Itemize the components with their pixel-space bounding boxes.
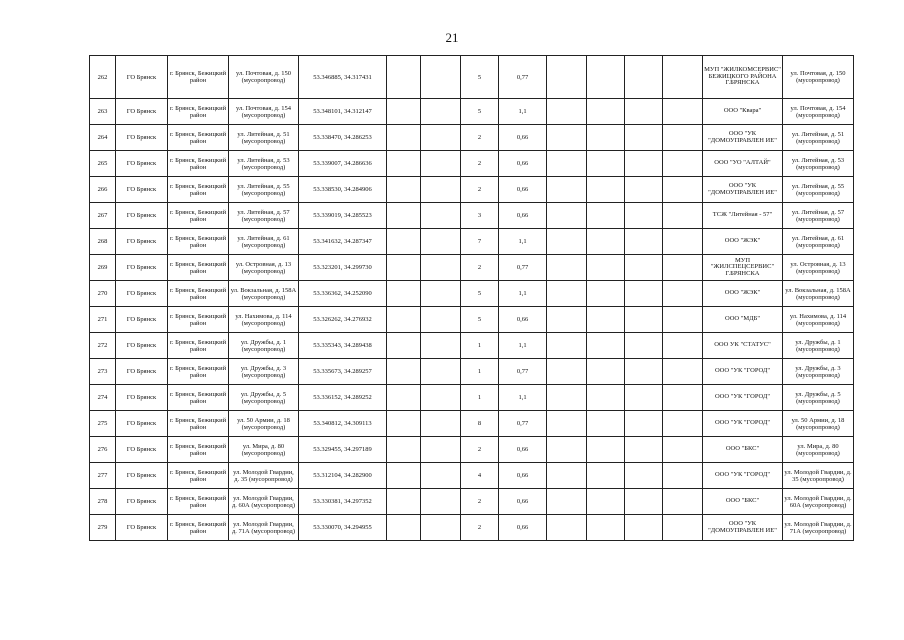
empty-cell xyxy=(421,515,461,541)
empty-cell xyxy=(421,177,461,203)
empty-cell xyxy=(547,56,587,99)
row-number-cell: 277 xyxy=(90,463,116,489)
address-cell: ул. Литейная, д. 53 (мусоропровод) xyxy=(229,151,299,177)
locality-cell: г. Брянск, Бежицкий район xyxy=(168,385,229,411)
locality-cell: г. Брянск, Бежицкий район xyxy=(168,203,229,229)
empty-cell xyxy=(587,203,625,229)
empty-cell xyxy=(547,99,587,125)
empty-cell xyxy=(421,229,461,255)
address-cell: ул. Почтовая, д. 154 (мусоропровод) xyxy=(229,99,299,125)
source-address-cell: ул. Дружбы, д. 1 (мусоропровод) xyxy=(783,333,854,359)
municipality-cell: ГО Брянск xyxy=(116,151,168,177)
address-cell: ул. Дружбы, д. 1 (мусоропровод) xyxy=(229,333,299,359)
source-address-cell: ул. Молодой Гвардии, д. 71А (мусоропровод) xyxy=(783,515,854,541)
source-address-cell: ул. Литейная, д. 57 (мусоропровод) xyxy=(783,203,854,229)
empty-cell xyxy=(587,281,625,307)
row-number-cell: 270 xyxy=(90,281,116,307)
source-address-cell: ул. 50 Армии, д. 18 (мусоропровод) xyxy=(783,411,854,437)
empty-cell xyxy=(547,255,587,281)
row-number-cell: 274 xyxy=(90,385,116,411)
row-number-cell: 268 xyxy=(90,229,116,255)
row-number-cell: 264 xyxy=(90,125,116,151)
address-cell: ул. Вокзальная, д. 158А (мусоропровод) xyxy=(229,281,299,307)
table-row xyxy=(90,359,854,385)
empty-cell xyxy=(663,151,703,177)
source-address-cell: ул. Дружбы, д. 3 (мусоропровод) xyxy=(783,359,854,385)
municipality-cell: ГО Брянск xyxy=(116,411,168,437)
empty-cell xyxy=(421,281,461,307)
empty-cell xyxy=(625,281,663,307)
source-address-cell: ул. Дружбы, д. 5 (мусоропровод) xyxy=(783,385,854,411)
empty-cell xyxy=(547,177,587,203)
row-number-cell: 262 xyxy=(90,56,116,99)
empty-cell xyxy=(663,99,703,125)
container-volume-cell: 1,1 xyxy=(499,229,547,255)
table-row xyxy=(90,177,854,203)
empty-cell xyxy=(625,56,663,99)
coordinates-cell: 53.339007, 34.286636 xyxy=(299,151,387,177)
coordinates-cell: 53.323201, 34.299730 xyxy=(299,255,387,281)
empty-cell xyxy=(625,515,663,541)
empty-cell xyxy=(587,151,625,177)
empty-cell xyxy=(587,229,625,255)
empty-cell xyxy=(547,151,587,177)
empty-cell xyxy=(547,333,587,359)
coordinates-cell: 53.339019, 34.285523 xyxy=(299,203,387,229)
empty-cell xyxy=(387,307,421,333)
empty-cell xyxy=(625,255,663,281)
empty-cell xyxy=(663,177,703,203)
empty-cell xyxy=(387,359,421,385)
locality-cell: г. Брянск, Бежицкий район xyxy=(168,255,229,281)
empty-cell xyxy=(587,99,625,125)
empty-cell xyxy=(387,99,421,125)
empty-cell xyxy=(663,515,703,541)
empty-cell xyxy=(625,437,663,463)
empty-cell xyxy=(421,489,461,515)
coordinates-cell: 53.336362, 34.252090 xyxy=(299,281,387,307)
row-number-cell: 278 xyxy=(90,489,116,515)
container-volume-cell: 0,77 xyxy=(499,359,547,385)
source-address-cell: ул. Литейная, д. 51 (мусоропровод) xyxy=(783,125,854,151)
empty-cell xyxy=(421,411,461,437)
empty-cell xyxy=(387,489,421,515)
empty-cell xyxy=(663,359,703,385)
empty-cell xyxy=(547,489,587,515)
source-address-cell: ул. Островная, д. 13 (мусоропровод) xyxy=(783,255,854,281)
table-row xyxy=(90,56,854,99)
empty-cell xyxy=(387,281,421,307)
organization-cell: ООО "УО "АЛТАЙ" xyxy=(703,151,783,177)
container-volume-cell: 0,66 xyxy=(499,125,547,151)
empty-cell xyxy=(547,359,587,385)
empty-cell xyxy=(421,99,461,125)
empty-cell xyxy=(587,333,625,359)
container-count-cell: 2 xyxy=(461,437,499,463)
empty-cell xyxy=(387,333,421,359)
municipality-cell: ГО Брянск xyxy=(116,255,168,281)
organization-cell: ООО "Квара" xyxy=(703,99,783,125)
container-volume-cell: 0,66 xyxy=(499,307,547,333)
coordinates-cell: 53.312104, 34.282900 xyxy=(299,463,387,489)
municipality-cell: ГО Брянск xyxy=(116,489,168,515)
row-number-cell: 271 xyxy=(90,307,116,333)
container-count-cell: 2 xyxy=(461,151,499,177)
table-row xyxy=(90,99,854,125)
address-cell: ул. Литейная, д. 57 (мусоропровод) xyxy=(229,203,299,229)
empty-cell xyxy=(421,203,461,229)
empty-cell xyxy=(663,333,703,359)
empty-cell xyxy=(387,177,421,203)
organization-cell: ООО "УК "ГОРОД" xyxy=(703,359,783,385)
empty-cell xyxy=(625,385,663,411)
locality-cell: г. Брянск, Бежицкий район xyxy=(168,437,229,463)
address-cell: ул. Литейная, д. 55 (мусоропровод) xyxy=(229,177,299,203)
empty-cell xyxy=(625,203,663,229)
source-address-cell: ул. Литейная, д. 55 (мусоропровод) xyxy=(783,177,854,203)
container-count-cell: 1 xyxy=(461,385,499,411)
row-number-cell: 269 xyxy=(90,255,116,281)
organization-cell: ТСЖ "Литейная - 57" xyxy=(703,203,783,229)
empty-cell xyxy=(421,463,461,489)
empty-cell xyxy=(625,229,663,255)
empty-cell xyxy=(625,99,663,125)
empty-cell xyxy=(547,281,587,307)
coordinates-cell: 53.329455, 34.297189 xyxy=(299,437,387,463)
container-volume-cell: 1,1 xyxy=(499,99,547,125)
coordinates-cell: 53.335343, 34.289438 xyxy=(299,333,387,359)
municipality-cell: ГО Брянск xyxy=(116,281,168,307)
empty-cell xyxy=(587,437,625,463)
organization-cell: ООО "УК "ДОМОУПРАВЛЕН ИЕ" xyxy=(703,177,783,203)
address-cell: ул. Мира, д. 80 (мусоропровод) xyxy=(229,437,299,463)
address-cell: ул. Литейная, д. 51 (мусоропровод) xyxy=(229,125,299,151)
address-cell: ул. Молодой Гвардии, д. 60А (мусоропровод) xyxy=(229,489,299,515)
coordinates-cell: 53.340812, 34.309113 xyxy=(299,411,387,437)
organization-cell: ООО "МДБ" xyxy=(703,307,783,333)
address-cell: ул. Литейная, д. 61 (мусоропровод) xyxy=(229,229,299,255)
organization-cell: МУП "ЖИЛКОМСЕРВИС" БЕЖИЦКОГО РАЙОНА Г.БРЯНСКА xyxy=(703,56,783,99)
empty-cell xyxy=(387,56,421,99)
locality-cell: г. Брянск, Бежицкий район xyxy=(168,515,229,541)
empty-cell xyxy=(587,56,625,99)
container-volume-cell: 0,66 xyxy=(499,203,547,229)
empty-cell xyxy=(587,515,625,541)
empty-cell xyxy=(587,385,625,411)
empty-cell xyxy=(547,515,587,541)
empty-cell xyxy=(625,411,663,437)
container-volume-cell: 0,66 xyxy=(499,177,547,203)
row-number-cell: 272 xyxy=(90,333,116,359)
container-volume-cell: 0,66 xyxy=(499,489,547,515)
empty-cell xyxy=(421,437,461,463)
municipality-cell: ГО Брянск xyxy=(116,307,168,333)
empty-cell xyxy=(587,463,625,489)
table-row xyxy=(90,255,854,281)
municipality-cell: ГО Брянск xyxy=(116,203,168,229)
address-cell: ул. 50 Армии, д. 18 (мусоропровод) xyxy=(229,411,299,437)
container-count-cell: 8 xyxy=(461,411,499,437)
empty-cell xyxy=(625,359,663,385)
row-number-cell: 267 xyxy=(90,203,116,229)
locality-cell: г. Брянск, Бежицкий район xyxy=(168,307,229,333)
locality-cell: г. Брянск, Бежицкий район xyxy=(168,125,229,151)
coordinates-cell: 53.338470, 34.286253 xyxy=(299,125,387,151)
locality-cell: г. Брянск, Бежицкий район xyxy=(168,151,229,177)
table-row xyxy=(90,437,854,463)
address-cell: ул. Молодой Гвардии, д. 71А (мусоропровод) xyxy=(229,515,299,541)
empty-cell xyxy=(663,463,703,489)
table-row xyxy=(90,307,854,333)
table-row xyxy=(90,151,854,177)
source-address-cell: ул. Молодой Гвардии, д. 35 (мусоропровод) xyxy=(783,463,854,489)
container-count-cell: 1 xyxy=(461,333,499,359)
container-count-cell: 5 xyxy=(461,56,499,99)
table-row xyxy=(90,203,854,229)
table-row xyxy=(90,333,854,359)
municipality-cell: ГО Брянск xyxy=(116,385,168,411)
container-count-cell: 5 xyxy=(461,99,499,125)
empty-cell xyxy=(663,56,703,99)
empty-cell xyxy=(387,385,421,411)
organization-cell: ООО "ЖЭК" xyxy=(703,281,783,307)
locality-cell: г. Брянск, Бежицкий район xyxy=(168,177,229,203)
locality-cell: г. Брянск, Бежицкий район xyxy=(168,463,229,489)
empty-cell xyxy=(421,125,461,151)
empty-cell xyxy=(547,125,587,151)
source-address-cell: ул. Почтовая, д. 150 (мусоропровод) xyxy=(783,56,854,99)
row-number-cell: 276 xyxy=(90,437,116,463)
container-count-cell: 3 xyxy=(461,203,499,229)
locality-cell: г. Брянск, Бежицкий район xyxy=(168,229,229,255)
organization-cell: ООО "ЖЭК" xyxy=(703,229,783,255)
empty-cell xyxy=(663,411,703,437)
row-number-cell: 275 xyxy=(90,411,116,437)
container-volume-cell: 0,66 xyxy=(499,151,547,177)
empty-cell xyxy=(421,385,461,411)
table-row xyxy=(90,385,854,411)
container-volume-cell: 1,1 xyxy=(499,281,547,307)
empty-cell xyxy=(587,307,625,333)
coordinates-cell: 53.336152, 34.289252 xyxy=(299,385,387,411)
container-count-cell: 2 xyxy=(461,125,499,151)
container-count-cell: 4 xyxy=(461,463,499,489)
empty-cell xyxy=(587,255,625,281)
table-row xyxy=(90,463,854,489)
empty-cell xyxy=(625,125,663,151)
coordinates-cell: 53.326262, 34.276932 xyxy=(299,307,387,333)
empty-cell xyxy=(625,489,663,515)
empty-cell xyxy=(547,203,587,229)
table-row xyxy=(90,125,854,151)
table-row xyxy=(90,411,854,437)
source-address-cell: ул. Мира, д. 80 (мусоропровод) xyxy=(783,437,854,463)
empty-cell xyxy=(387,437,421,463)
empty-cell xyxy=(387,125,421,151)
table-row xyxy=(90,281,854,307)
address-cell: ул. Почтовая, д. 150 (мусоропровод) xyxy=(229,56,299,99)
coordinates-cell: 53.346885, 34.317431 xyxy=(299,56,387,99)
empty-cell xyxy=(663,281,703,307)
organization-cell: МУП "ЖИЛСПЕЦСЕРВИС" Г.БРЯНСКА xyxy=(703,255,783,281)
empty-cell xyxy=(587,359,625,385)
empty-cell xyxy=(421,333,461,359)
empty-cell xyxy=(547,463,587,489)
container-count-cell: 7 xyxy=(461,229,499,255)
empty-cell xyxy=(625,463,663,489)
locality-cell: г. Брянск, Бежицкий район xyxy=(168,411,229,437)
municipality-cell: ГО Брянск xyxy=(116,333,168,359)
coordinates-cell: 53.330381, 34.297352 xyxy=(299,489,387,515)
locality-cell: г. Брянск, Бежицкий район xyxy=(168,489,229,515)
empty-cell xyxy=(421,307,461,333)
empty-cell xyxy=(663,307,703,333)
container-count-cell: 5 xyxy=(461,281,499,307)
organization-cell: ООО "УК "ДОМОУПРАВЛЕН ИЕ" xyxy=(703,125,783,151)
empty-cell xyxy=(421,151,461,177)
empty-cell xyxy=(547,437,587,463)
row-number-cell: 266 xyxy=(90,177,116,203)
empty-cell xyxy=(387,255,421,281)
empty-cell xyxy=(547,385,587,411)
organization-cell: ООО "УК "ДОМОУПРАВЛЕН ИЕ" xyxy=(703,515,783,541)
row-number-cell: 279 xyxy=(90,515,116,541)
organization-cell: ООО "УК "ГОРОД" xyxy=(703,385,783,411)
empty-cell xyxy=(421,255,461,281)
container-count-cell: 2 xyxy=(461,255,499,281)
container-count-cell: 5 xyxy=(461,307,499,333)
address-cell: ул. Островная, д. 13 (мусоропровод) xyxy=(229,255,299,281)
address-cell: ул. Дружбы, д. 3 (мусоропровод) xyxy=(229,359,299,385)
municipality-cell: ГО Брянск xyxy=(116,437,168,463)
empty-cell xyxy=(587,177,625,203)
empty-cell xyxy=(387,151,421,177)
empty-cell xyxy=(625,151,663,177)
address-cell: ул. Молодой Гвардии, д. 35 (мусоропровод) xyxy=(229,463,299,489)
empty-cell xyxy=(663,385,703,411)
container-count-cell: 2 xyxy=(461,177,499,203)
empty-cell xyxy=(387,463,421,489)
organization-cell: ООО "УК "ГОРОД" xyxy=(703,463,783,489)
empty-cell xyxy=(587,125,625,151)
municipality-cell: ГО Брянск xyxy=(116,56,168,99)
empty-cell xyxy=(587,489,625,515)
empty-cell xyxy=(663,229,703,255)
empty-cell xyxy=(547,411,587,437)
source-address-cell: ул. Молодой Гвардии, д. 60А (мусоропровод) xyxy=(783,489,854,515)
container-volume-cell: 0,66 xyxy=(499,463,547,489)
container-volume-cell: 0,66 xyxy=(499,437,547,463)
container-volume-cell: 0,77 xyxy=(499,255,547,281)
empty-cell xyxy=(547,229,587,255)
container-count-cell: 2 xyxy=(461,515,499,541)
empty-cell xyxy=(421,359,461,385)
source-address-cell: ул. Нахимова, д. 114 (мусоропровод) xyxy=(783,307,854,333)
table-row xyxy=(90,515,854,541)
empty-cell xyxy=(587,411,625,437)
empty-cell xyxy=(421,56,461,99)
coordinates-cell: 53.338530, 34.284906 xyxy=(299,177,387,203)
empty-cell xyxy=(663,203,703,229)
empty-cell xyxy=(387,229,421,255)
container-count-cell: 1 xyxy=(461,359,499,385)
coordinates-cell: 53.330070, 34.294955 xyxy=(299,515,387,541)
municipality-cell: ГО Брянск xyxy=(116,229,168,255)
locality-cell: г. Брянск, Бежицкий район xyxy=(168,99,229,125)
municipality-cell: ГО Брянск xyxy=(116,177,168,203)
municipality-cell: ГО Брянск xyxy=(116,463,168,489)
address-cell: ул. Нахимова, д. 114 (мусоропровод) xyxy=(229,307,299,333)
table-row xyxy=(90,229,854,255)
address-cell: ул. Дружбы, д. 5 (мусоропровод) xyxy=(229,385,299,411)
empty-cell xyxy=(625,177,663,203)
locality-cell: г. Брянск, Бежицкий район xyxy=(168,56,229,99)
municipality-cell: ГО Брянск xyxy=(116,125,168,151)
coordinates-cell: 53.341632, 34.287347 xyxy=(299,229,387,255)
table-row xyxy=(90,489,854,515)
container-sites-table xyxy=(89,55,854,541)
empty-cell xyxy=(387,515,421,541)
container-count-cell: 2 xyxy=(461,489,499,515)
empty-cell xyxy=(387,411,421,437)
row-number-cell: 265 xyxy=(90,151,116,177)
empty-cell xyxy=(547,307,587,333)
container-volume-cell: 0,77 xyxy=(499,411,547,437)
municipality-cell: ГО Брянск xyxy=(116,359,168,385)
organization-cell: ООО "БКС" xyxy=(703,489,783,515)
page-number: 21 xyxy=(445,30,459,45)
empty-cell xyxy=(663,489,703,515)
organization-cell: ООО УК "СТАТУС" xyxy=(703,333,783,359)
empty-cell xyxy=(625,307,663,333)
coordinates-cell: 53.335673, 34.289257 xyxy=(299,359,387,385)
locality-cell: г. Брянск, Бежицкий район xyxy=(168,359,229,385)
row-number-cell: 263 xyxy=(90,99,116,125)
container-volume-cell: 0,77 xyxy=(499,56,547,99)
source-address-cell: ул. Литейная, д. 53 (мусоропровод) xyxy=(783,151,854,177)
organization-cell: ООО "БКС" xyxy=(703,437,783,463)
empty-cell xyxy=(387,203,421,229)
container-volume-cell: 1,1 xyxy=(499,333,547,359)
source-address-cell: ул. Вокзальная, д. 158А (мусоропровод) xyxy=(783,281,854,307)
locality-cell: г. Брянск, Бежицкий район xyxy=(168,333,229,359)
empty-cell xyxy=(663,437,703,463)
municipality-cell: ГО Брянск xyxy=(116,515,168,541)
coordinates-cell: 53.348101, 34.312147 xyxy=(299,99,387,125)
locality-cell: г. Брянск, Бежицкий район xyxy=(168,281,229,307)
organization-cell: ООО "УК "ГОРОД" xyxy=(703,411,783,437)
container-volume-cell: 0,66 xyxy=(499,515,547,541)
source-address-cell: ул. Литейная, д. 61 (мусоропровод) xyxy=(783,229,854,255)
empty-cell xyxy=(663,255,703,281)
empty-cell xyxy=(663,125,703,151)
source-address-cell: ул. Почтовая, д. 154 (мусоропровод) xyxy=(783,99,854,125)
container-volume-cell: 1,1 xyxy=(499,385,547,411)
municipality-cell: ГО Брянск xyxy=(116,99,168,125)
row-number-cell: 273 xyxy=(90,359,116,385)
empty-cell xyxy=(625,333,663,359)
